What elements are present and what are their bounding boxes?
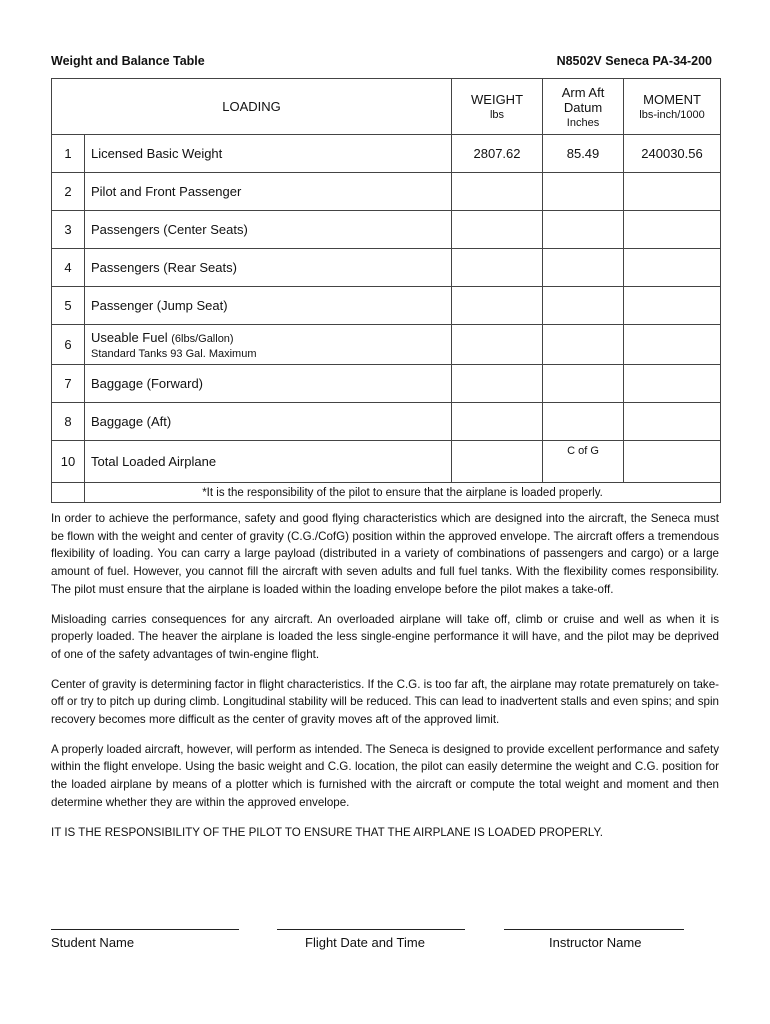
col-arm-header: Arm Aft Datum Inches [543,79,624,135]
weight-cell[interactable] [452,403,543,441]
moment-cell[interactable] [624,287,721,325]
moment-cell[interactable] [624,441,721,483]
row-label: Pilot and Front Passenger [85,173,452,211]
arm-cell[interactable] [543,325,624,365]
paragraph: Center of gravity is determining factor in flight characteristics. If the C.G. is too far aft, the airplane may rotate prematurely on take-off or try to pitch up during climb. Longitudinal stability will be reduced. This can lead to inadvertent stalls and even spins; and spin recovery becomes more difficult as the center of gravity moves aft of the approved limit. [51,677,719,727]
table-row-total [52,441,721,483]
instructor-name-label: Instructor Name [549,935,642,950]
table-header-row [52,79,721,135]
table-footnote-row [52,483,721,503]
table-row [52,287,721,325]
table-row [52,325,721,365]
moment-cell[interactable] [624,365,721,403]
arm-cell[interactable] [543,173,624,211]
cg-cell[interactable]: C of G [543,441,624,483]
row-number: 6 [52,325,85,365]
paragraph: In order to achieve the performance, safety and good flying characteristics which are designed into the aircraft, the Seneca must be flown with the weight and center of gravity (C.G./CofG) position within the approved envelope. The aircraft offers a tremendous flexibility of loading. You can carry a large payload (distributed in a variety of combinations of passengers and cargo) or a large amount of fuel. However, you cannot fill the aircraft with seven adults and full fuel tanks. With the flexibility comes responsibility. The pilot must ensure that the airplane is loaded within the loading envelope before the pilot makes a take-off. [51,512,719,596]
moment-cell[interactable] [624,211,721,249]
row-number: 7 [52,365,85,403]
table-row [52,135,721,173]
instructor-signature-line[interactable] [504,929,684,930]
moment-cell[interactable] [624,173,721,211]
weight-cell[interactable] [452,287,543,325]
date-signature-line[interactable] [277,929,465,930]
col-weight-header: WEIGHT lbs [452,79,543,135]
responsibility-statement: IT IS THE RESPONSIBILITY OF THE PILOT TO ENSURE THAT THE AIRPLANE IS LOADED PROPERLY. [51,825,603,839]
weight-balance-table [51,78,721,503]
table-row [52,249,721,287]
weight-cell[interactable] [452,211,543,249]
moment-cell: 240030.56 [624,135,721,173]
moment-cell[interactable] [624,249,721,287]
body-text [51,510,719,853]
weight-cell[interactable] [452,441,543,483]
row-number: 3 [52,211,85,249]
row-label: Baggage (Aft) [85,403,452,441]
moment-cell[interactable] [624,403,721,441]
weight-cell[interactable] [452,325,543,365]
table-row [52,211,721,249]
weight-cell: 2807.62 [452,135,543,173]
table-row [52,403,721,441]
row-label: Passengers (Rear Seats) [85,249,452,287]
row-label: Passengers (Center Seats) [85,211,452,249]
row-label: Baggage (Forward) [85,365,452,403]
arm-cell[interactable] [543,403,624,441]
paragraph: Misloading carries consequences for any aircraft. An overloaded airplane will take off, climb or cruise and well as when it is properly loaded. The heaver the airplane is loaded the less single-engine performance it will have, and the pilot may be deprived of one of the safety advantages of twin-engine flight. [51,612,719,661]
row-label: Total Loaded Airplane [85,441,452,483]
arm-cell[interactable] [543,249,624,287]
table-row [52,173,721,211]
arm-cell[interactable] [543,287,624,325]
row-number: 4 [52,249,85,287]
row-number: 8 [52,403,85,441]
weight-cell[interactable] [452,365,543,403]
aircraft-id: N8502V Seneca PA-34-200 [556,54,712,68]
paragraph: A properly loaded aircraft, however, will perform as intended. The Seneca is designed to provide excellent performance and safety within the flight envelope. Using the basic weight and C.G. location, the pilot can easily determine the weight and C.G. position for the loaded airplane by means of a plotter which is furnished with the aircraft or compute the total weight and moment and then determine whether they are within the approved envelope. [51,742,719,809]
flight-date-label: Flight Date and Time [305,935,425,950]
table-row [52,365,721,403]
arm-cell[interactable] [543,365,624,403]
col-loading-header: LOADING [52,79,452,135]
row-number: 1 [52,135,85,173]
row-number: 5 [52,287,85,325]
student-name-label: Student Name [51,935,135,950]
student-signature-line[interactable] [51,929,239,930]
row-label: Licensed Basic Weight [85,135,452,173]
page-title: Weight and Balance Table [51,54,205,68]
table-footnote: *It is the responsibility of the pilot to ensure that the airplane is loaded properly. [85,483,721,503]
weight-cell[interactable] [452,173,543,211]
fuel-sublabel: Standard Tanks 93 Gal. Maximum [91,347,257,360]
weight-cell[interactable] [452,249,543,287]
row-number: 2 [52,173,85,211]
arm-cell[interactable] [543,211,624,249]
row-label-fuel: Useable Fuel (6lbs/Gallon) Standard Tanks 93 Gal. Maximum [85,325,452,365]
col-moment-header: MOMENT lbs-inch/1000 [624,79,721,135]
row-label: Passenger (Jump Seat) [85,287,452,325]
moment-cell[interactable] [624,325,721,365]
arm-cell: 85.49 [543,135,624,173]
row-number: 10 [52,441,85,483]
